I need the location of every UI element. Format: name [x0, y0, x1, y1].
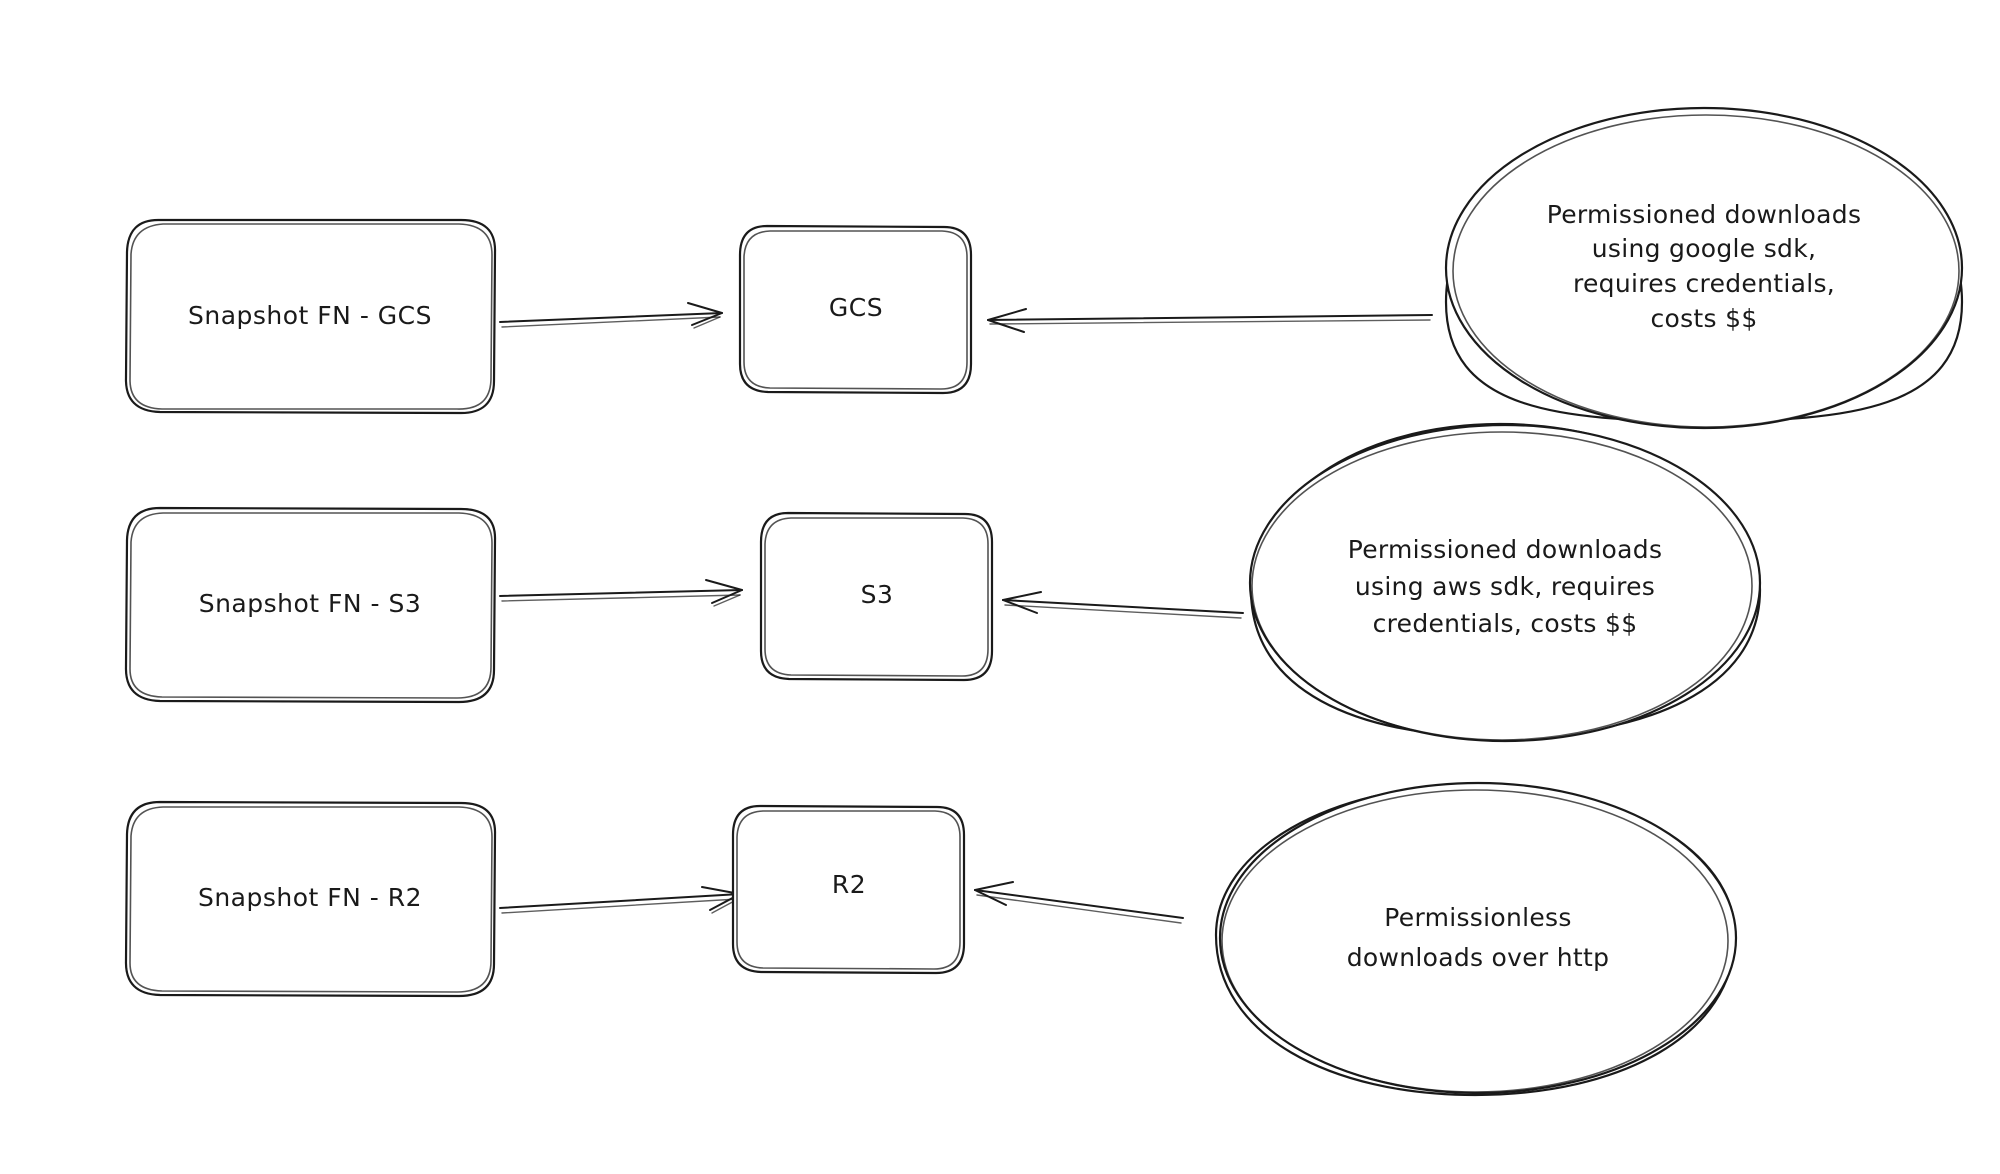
row-r2 [126, 783, 1736, 1095]
node-snapshot-fn-gcs[interactable] [126, 220, 495, 413]
note-s3-line-1: Permissioned downloads [1347, 535, 1663, 564]
note-gcs-line-2: using google sdk, [1591, 234, 1817, 263]
row-s3 [126, 424, 1760, 741]
node-s3[interactable] [761, 513, 992, 680]
arrow-gcs-note-to-store [988, 309, 1432, 332]
row-gcs [126, 108, 1962, 428]
node-snapshot-fn-s3[interactable] [126, 508, 495, 702]
node-snapshot-fn-r2-label: Snapshot FN - R2 [197, 883, 423, 912]
node-gcs-label: GCS [828, 293, 884, 322]
node-snapshot-fn-s3-label: Snapshot FN - S3 [198, 589, 422, 618]
arrow-gcs-source-to-store [500, 303, 722, 328]
note-gcs-line-3: requires credentials, [1572, 269, 1836, 298]
arrow-s3-note-to-store [1003, 592, 1243, 618]
note-gcs-line-4: costs $$ [1650, 304, 1758, 333]
note-s3[interactable] [1250, 424, 1760, 741]
note-r2-line-1: Permissionless [1384, 903, 1572, 932]
note-gcs-line-1: Permissioned downloads [1546, 200, 1862, 229]
note-r2[interactable] [1216, 783, 1736, 1095]
node-gcs[interactable] [740, 226, 971, 393]
note-r2-line-2: downloads over http [1346, 943, 1610, 972]
node-snapshot-fn-gcs-label: Snapshot FN - GCS [187, 301, 433, 330]
note-gcs[interactable] [1446, 108, 1962, 428]
note-s3-line-2: using aws sdk, requires [1354, 572, 1656, 601]
node-snapshot-fn-r2[interactable] [126, 802, 495, 996]
arrow-s3-source-to-store [500, 580, 742, 606]
node-r2-label: R2 [831, 870, 867, 899]
arrow-r2-source-to-store [500, 887, 740, 913]
note-s3-line-3: credentials, costs $$ [1372, 609, 1638, 638]
node-s3-label: S3 [860, 580, 894, 609]
arrow-r2-note-to-store [975, 882, 1183, 923]
node-r2[interactable] [733, 806, 964, 973]
